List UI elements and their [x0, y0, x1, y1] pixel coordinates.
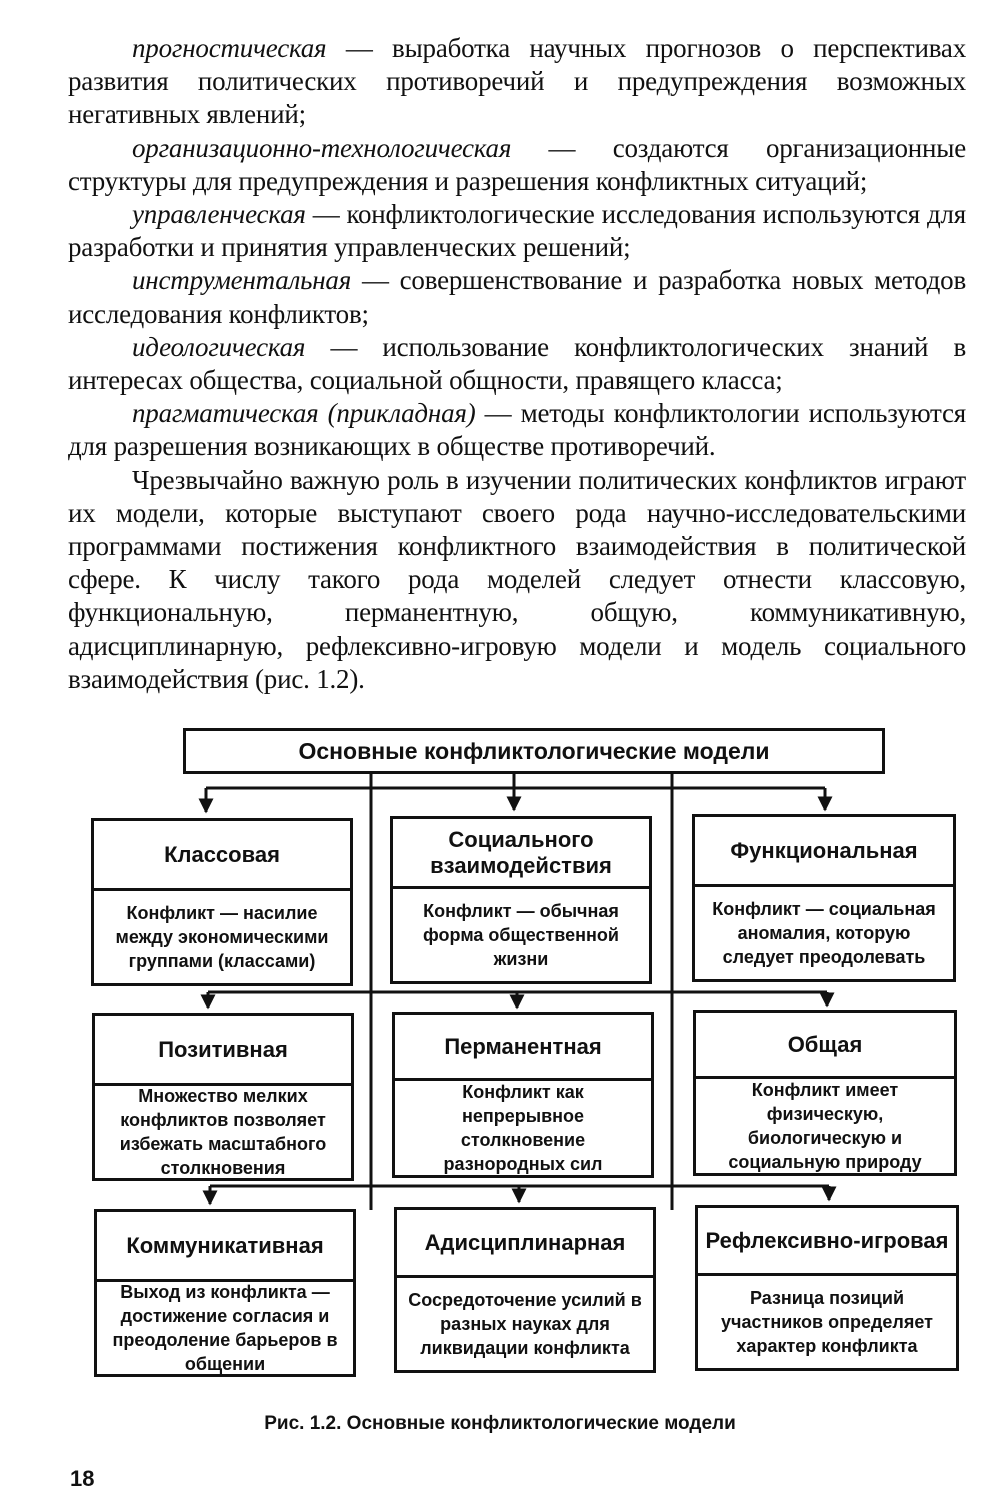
definition: — создаются организационные структуры для предупреждения и разрешения конфликтных ситуаций; — [68, 132, 966, 196]
model-title: Общая — [696, 1013, 954, 1079]
definition: — конфликтологические исследования используются для разработки и принятия управленческих решений; — [68, 199, 966, 263]
term: идеологическая — [132, 331, 306, 362]
model-adisciplinary-box — [394, 1207, 656, 1373]
model-description: Конфликт — насилие между экономическими группами (классами) — [115, 903, 329, 971]
term: прогностическая — [132, 33, 327, 63]
model-permanent-box — [392, 1012, 654, 1178]
definition: — методы конфликтологии используются для разрешения возникающих в обществе противоречий. — [68, 398, 966, 462]
model-title: Функциональная — [695, 817, 953, 887]
paragraph-text: Чрезвычайно важную роль в изучении политических конфликтов играют их модели, которые выступают своего рода научно-исследовательскими программами постижения конфликтного взаимодействия в политической сфере. К числу такого рода моделей следует отнести классовую, функциональную, перманентную, общую, коммуникативную, адисциплинарную, рефлексивно-игровую модели и модель социального взаимодействия (рис. 1.2). — [68, 464, 966, 694]
model-description: Конфликт — обычная форма общественной жизни — [423, 901, 619, 969]
model-title: Социального взаимодействия — [393, 819, 649, 889]
model-description: Конфликт — социальная аномалия, которую следует преодолевать — [712, 899, 936, 967]
model-description: Сосредоточение усилий в разных науках для ликвидации конфликта — [408, 1290, 642, 1358]
model-title: Адисциплинарная — [397, 1210, 653, 1278]
model-positive-box — [92, 1013, 354, 1181]
model-description: Выход из конфликта — достижение согласия и преодоление барьеров в общении — [112, 1282, 338, 1374]
model-title: Позитивная — [95, 1016, 351, 1086]
figure-caption: Рис. 1.2. Основные конфликтологические модели — [264, 1413, 736, 1434]
model-description: Множество мелких конфликтов позволяет избежать масштабного столкновения — [119, 1086, 327, 1178]
model-description: Разница позиций участников определяет характер конфликта — [721, 1288, 933, 1356]
model-class-box — [91, 818, 353, 986]
model-title: Классовая — [94, 821, 350, 891]
model-description: Конфликт как непрерывное столкновение разнородных сил — [443, 1082, 603, 1174]
definition: — использование конфликтологических знаний в интересах общества, социальной общности, правящего класса; — [68, 331, 966, 396]
model-functional-box — [692, 814, 956, 982]
model-title: Рефлексивно-игровая — [698, 1208, 956, 1276]
page-number: 18 — [70, 1466, 95, 1491]
term: прагматическая (прикладная) — [132, 398, 476, 429]
model-description: Конфликт имеет физическую, биологическую и социальную природу — [728, 1080, 922, 1172]
model-title: Коммуникативная — [97, 1212, 353, 1282]
model-general-box — [693, 1010, 957, 1176]
model-social-interaction-box — [390, 816, 652, 984]
diagram-root-box: Основные конфликтологические модели — [183, 728, 885, 774]
term: инструментальная — [132, 265, 352, 296]
term: управленческая — [132, 199, 306, 230]
model-reflexive-game-box — [695, 1205, 959, 1371]
model-title: Перманентная — [395, 1015, 651, 1081]
model-communicative-box — [94, 1209, 356, 1377]
definition: — выработка научных прогнозов о перспективах развития политических противоречий и предупреждения возможных негативных явлений; — [68, 33, 966, 130]
term: организационно-технологическая — [132, 132, 512, 163]
definition: — совершенствование и разработка новых методов исследования конфликтов; — [68, 265, 966, 329]
